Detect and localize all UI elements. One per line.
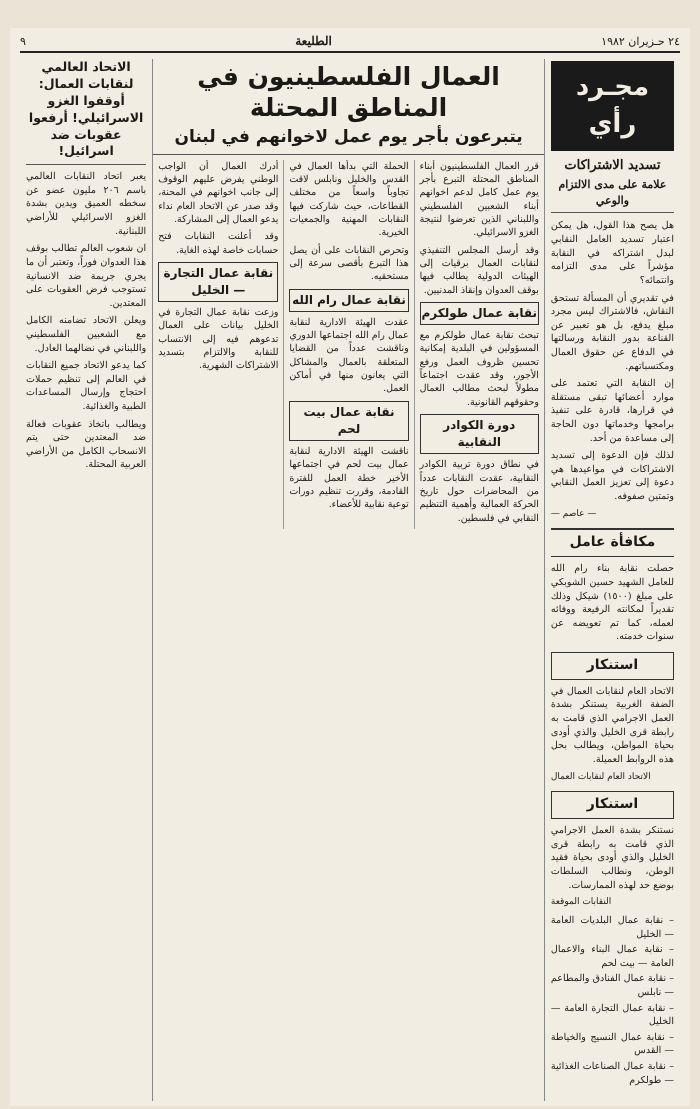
signatory: – نقابة عمال النسيج والخياطة — القدس xyxy=(551,1030,674,1059)
wftu-paragraph: كما يدعو الاتحاد جميع النقابات في العالم إلى تنظيم حملات احتجاج وإرسال المساعدات الطبية والغذائية. xyxy=(26,360,147,412)
section-title-trade: نقابة عمال التجارة — الخليل xyxy=(158,262,278,302)
signatory: – نقابة عمال الصناعات الغذائية — طولكرم xyxy=(551,1059,674,1088)
opinion-signature: — عاصم — xyxy=(550,508,597,519)
condolence-sign: النقابات الموقعة xyxy=(550,897,612,908)
condolence-body: الاتحاد العام لنقابات العمال في الضفة الغربية يستنكر بشدة العمل الاجرامي الذي قامت به رابطة قرى الخليل والذي أودى بحياة المواطن، ويطالب بحل هذه الروابط العميلة. xyxy=(550,685,674,765)
publication-name: الطليعة xyxy=(295,34,332,48)
page-number: ٩ xyxy=(20,34,26,48)
main-subheadline: يتبرعون بأجر يوم عمل لاخوانهم في لبنان xyxy=(174,126,523,147)
main-paragraph: وقد أرسل المجلس التنفيذي لنقابات العمال برقيات إلى الهيئات الدولية يطالب فيها بوقف العدوان وإنقاذ المدنيين. xyxy=(419,244,539,296)
section-title-tulkarm: نقابة عمال طولكرم xyxy=(420,302,539,325)
newspaper-page xyxy=(10,28,690,1106)
condolence-title: استنكار xyxy=(551,791,674,819)
signatory-list xyxy=(551,913,674,1088)
main-paragraph: قرر العمال الفلسطينيون أبناء المناطق المحتلة التبرع بأجر يوم عمل كامل لدعم اخوانهم أبناء الشعبين الفلسطيني واللبناني الذين تعرضوا لنتيجة الغزو الاسرائيلي. xyxy=(419,160,539,239)
section-title-bethlehem: نقابة عمال بيت لحم xyxy=(289,401,408,441)
main-col-1 xyxy=(414,160,544,529)
trade-body: وزعت نقابة عمال التجارة في الخليل بيانات على العمال تدعوهم فيه إلى الانتساب للنقابة والالتزام بتسديد الاشتراكات الشهرية. xyxy=(158,307,279,372)
main-col-2 xyxy=(283,160,413,529)
opinion-subtitle: علامة على مدى الالتزام والوعي xyxy=(551,177,674,213)
opinion-paragraph: لذلك فإن الدعوة إلى تسديد الاشتراكات في مواعيدها هي دعوة إلى تعزيز العمل النقابي وتمتين صفوفه. xyxy=(550,450,674,503)
opinion-paragraph: إن النقابة التي تعتمد على موارد أعضائها تبقى مستقلة في قرارها، قادرة على تنفيذ برامجها وخدماتها دون الحاجة إلى مساعدة من أحد. xyxy=(550,378,674,444)
opinion-paragraph: هل يصح هذا القول، هل يمكن اعتبار تسديد العامل النقابي لبدل اشتراكه في النقابة مؤشراً على مدى التزامه وانتمائه؟ xyxy=(550,220,674,286)
section-title-ramallah: نقابة عمال رام الله xyxy=(289,289,408,312)
wftu-column xyxy=(20,59,152,1101)
condolence-sign: الاتحاد العام لنقابات العمال xyxy=(550,771,651,782)
reward-body: حصلت نقابة بناء رام الله للعامل الشهيد حسين الشوبكي على مبلغ (١٥٠٠) شيكل وذلك تقديراً لمكانته الرفيعة ووفائه لعمله، كما تم تعويضه عن سنوات خدمته. xyxy=(550,563,674,643)
signatory: – نقابة عمال البلديات العامة — الخليل xyxy=(551,913,674,942)
opinion-title: تسديد الاشتراكات xyxy=(564,157,661,173)
wftu-paragraph: ويطالب باتخاذ عقوبات فعالة ضد المعتدين حتى يتم الانسحاب الكامل من الأراضي العربية المحتلة. xyxy=(26,418,147,471)
opinion-paragraph: في تقديري أن المسألة تستحق النقاش، فالاشتراك ليس مجرد مبلغ يدفع، بل هو تعبير عن القناعة بدور النقابة ورسالتها في الدفاع عن حقوق العمال ومكتسباتهم. xyxy=(550,292,674,372)
masthead xyxy=(20,34,680,53)
cadre-body: في نطاق دورة تربية الكوادر النقابية، عقدت النقابات عدداً من المحاضرات حول تاريخ الحركة العمالية وأهمية التنظيم النقابي في فلسطين. xyxy=(419,459,539,524)
main-story xyxy=(152,59,544,1101)
tulkarm-body: تبحث نقابة عمال طولكرم مع المسؤولين في البلدية إمكانية تحسين ظروف العمل ورفع الأجور، وقد عقدت اجتماعاً مطولاً لبحث مطالب العمال وحقوقهم القانونية. xyxy=(419,330,539,408)
opinion-logo: مجـرد رأي xyxy=(551,61,674,151)
date: ٢٤ حـزيران ١٩٨٢ xyxy=(601,34,680,48)
condolence-body: نستنكر بشدة العمل الاجرامي الذي قامت به رابطة قرى الخليل والذي أودى بحياة فقيد الوطن، ونطالب السلطات بوضع حد لهذه الممارسات. xyxy=(550,825,674,891)
condolence-title: استنكار xyxy=(551,652,674,680)
wftu-paragraph: ويعلن الاتحاد تضامنه الكامل مع الشعبين الفلسطيني واللبناني في نضالهما العادل. xyxy=(26,315,147,354)
wftu-paragraph: ان شعوب العالم تطالب بوقف هذا العدوان فوراً، وتعتبر أن ما يجري جريمة ضد الانسانية تستوجب فرض العقوبات على المعتدين. xyxy=(26,243,147,309)
opinion-column xyxy=(544,59,680,1101)
main-paragraph: أدرك العمال أن الواجب الوطني يفرض عليهم الوقوف إلى جانب اخوانهم في المحنة، وقد صدر عن الاتحاد العام نداء يدعو العمال إلى المشاركة. xyxy=(158,160,279,225)
wftu-paragraph: يعبر اتحاد النقابات العالمي باسم ٢٠٦ مليون عضو عن سخطه العميق ويدين بشدة الغزو الاسرائيلي للأراضي اللبنانية. xyxy=(26,171,147,237)
main-paragraph: الحملة التي بدأها العمال في القدس والخليل ونابلس لاقت تجاوباً واسعاً من مختلف القطاعات، حيث شاركت فيها النقابات المهنية والجمعيات الخيرية. xyxy=(289,160,409,239)
section-title-cadre: دورة الكوادر النقابية xyxy=(420,414,539,454)
main-headline: العمال الفلسطينيون في المناطق المحتلة xyxy=(197,62,500,123)
signatory: – نقابة عمال الفنادق والمطاعم — نابلس xyxy=(551,971,674,1000)
wftu-headline: الاتحاد العالمي لنقابات العمال: أوقفوا الغزو الاسرائيلي! أرفعوا عقوبات ضد اسرائيل! xyxy=(26,59,146,165)
ramallah-body: عقدت الهيئة الادارية لنقابة عمال رام الله اجتماعها الدوري وناقشت عدداً من القضايا المتعلقة بالعمال والمشاكل التي يعانون منها في أماكن العمل. xyxy=(289,316,409,395)
signatory: – نقابة عمال البناء والاعمال العامة — بيت لحم xyxy=(551,942,674,971)
main-headline-box xyxy=(153,59,544,155)
reward-title: مكافأة عامل xyxy=(551,528,674,557)
main-paragraph: وتحرص النقابات على أن يصل هذا التبرع بأقصى سرعة إلى مستحقيه. xyxy=(289,244,409,283)
main-paragraph: وقد أعلنت النقابات فتح حسابات خاصة لهذه الغاية. xyxy=(158,231,279,256)
main-col-3 xyxy=(153,160,283,529)
signatory: – نقابة عمال التجارة العامة — الخليل xyxy=(551,1001,674,1030)
bethlehem-body: ناقشت الهيئة الادارية لنقابة عمال بيت لحم في اجتماعها الأخير خطة العمل للفترة القادمة، وقررت تنظيم دورات توعية نقابية للأعضاء. xyxy=(289,445,409,511)
